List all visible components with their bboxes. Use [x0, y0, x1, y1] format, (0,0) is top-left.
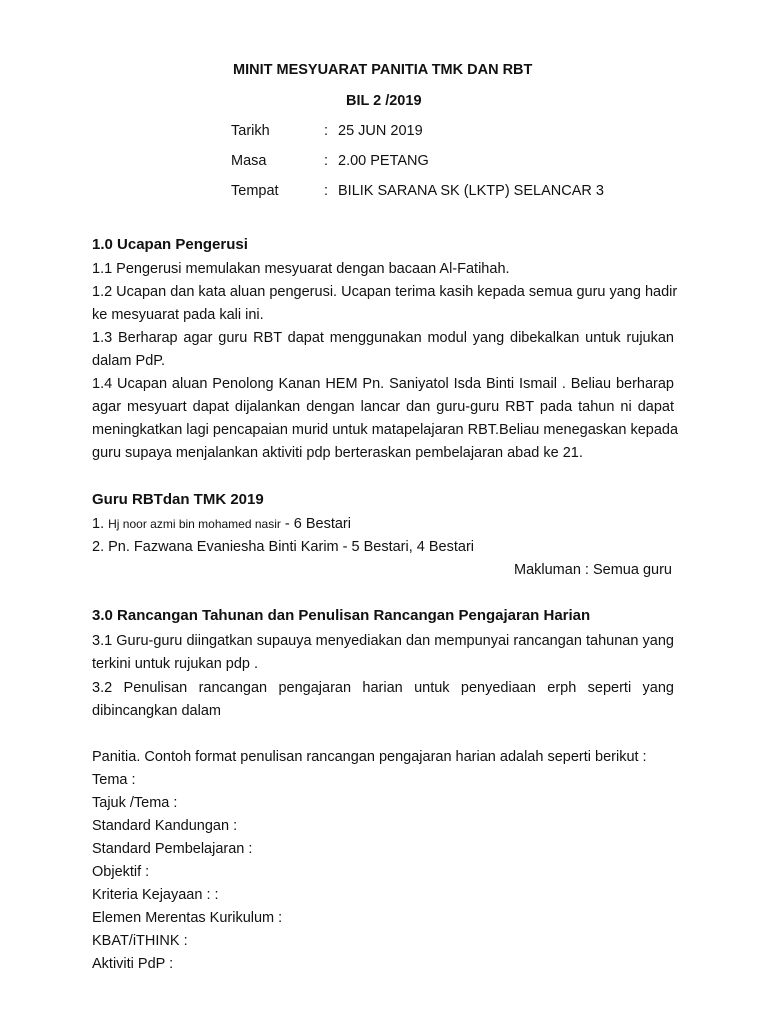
meta-colon: :: [324, 123, 329, 139]
meta-row-time: [231, 152, 651, 170]
meta-label: Masa: [231, 153, 267, 169]
section3-line: dibincangkan dalam: [92, 703, 221, 719]
meta-colon: :: [324, 183, 329, 199]
format-item: Standard Kandungan :: [92, 818, 238, 834]
meta-label: Tempat: [231, 183, 279, 199]
section3-line: 3.2 Penulisan rancangan pengajaran harian untuk penyediaan erph seperti yang: [92, 680, 674, 696]
meta-value: BILIK SARANA SK (LKTP) SELANCAR 3: [338, 183, 604, 199]
section1-line: agar mesyuart dapat dijalankan dengan lancar dan guru-guru RBT pada tahun ni dapat: [92, 399, 674, 415]
format-item: Standard Pembelajaran :: [92, 841, 253, 857]
section1-line: 1.2 Ucapan dan kata aluan pengerusi. Ucapan terima kasih kepada semua guru yang hadir: [92, 284, 678, 300]
makluman-note: Makluman : Semua guru: [514, 562, 672, 578]
meta-row-place: [231, 182, 651, 200]
teacher-name: Hj noor azmi bin mohamed nasir: [108, 517, 281, 531]
format-item: KBAT/iTHINK :: [92, 933, 188, 949]
section1-line: 1.3 Berharap agar guru RBT dapat menggunakan modul yang dibekalkan untuk rujukan: [92, 330, 674, 346]
section1-line: ke mesyuarat pada kali ini.: [92, 307, 264, 323]
section1-line: guru supaya menjalankan aktiviti pdp berteraskan pembelajaran abad ke 21.: [92, 445, 583, 461]
meta-colon: :: [324, 153, 329, 169]
format-item: Tajuk /Tema :: [92, 795, 178, 811]
item-number: 1.: [92, 516, 105, 532]
format-item: Elemen Merentas Kurikulum :: [92, 910, 283, 926]
meta-value: 25 JUN 2019: [338, 123, 423, 139]
teacher-item-2: 2. Pn. Fazwana Evaniesha Binti Karim - 5 Bestari, 4 Bestari: [92, 539, 475, 555]
section1-heading: 1.0 Ucapan Pengerusi: [92, 236, 248, 253]
section3-line: terkini untuk rujukan pdp .: [92, 656, 259, 672]
format-item: Aktiviti PdP :: [92, 956, 174, 972]
section1-line: 1.4 Ucapan aluan Penolong Kanan HEM Pn. Saniyatol Isda Binti Ismail . Beliau berharap: [92, 376, 674, 392]
format-item: Objektif :: [92, 864, 150, 880]
format-item: Kriteria Kejayaan : :: [92, 887, 219, 903]
section1-line: dalam PdP.: [92, 353, 166, 369]
meeting-number: BIL 2 /2019: [346, 93, 422, 109]
document-title: MINIT MESYUARAT PANITIA TMK DAN RBT: [233, 62, 533, 78]
section3-heading: 3.0 Rancangan Tahunan dan Penulisan Rancangan Pengajaran Harian: [92, 607, 591, 624]
format-intro: Panitia. Contoh format penulisan rancangan pengajaran harian adalah seperti berikut :: [92, 749, 647, 765]
meta-value: 2.00 PETANG: [338, 153, 429, 169]
section2-heading: Guru RBTdan TMK 2019: [92, 491, 264, 508]
meta-label: Tarikh: [231, 123, 270, 139]
section3-line: 3.1 Guru-guru diingatkan supauya menyediakan dan mempunyai rancangan tahunan yang: [92, 633, 674, 649]
format-item: Tema :: [92, 772, 136, 788]
meta-row-date: [231, 122, 651, 140]
teacher-classes: - 6 Bestari: [280, 516, 351, 532]
section1-line: meningkatkan lagi pencapaian murid untuk matapelajaran RBT.Beliau menegaskan kepada: [92, 422, 679, 438]
section1-line: 1.1 Pengerusi memulakan mesyuarat dengan bacaan Al-Fatihah.: [92, 261, 510, 277]
teacher-item-1: [92, 515, 351, 533]
